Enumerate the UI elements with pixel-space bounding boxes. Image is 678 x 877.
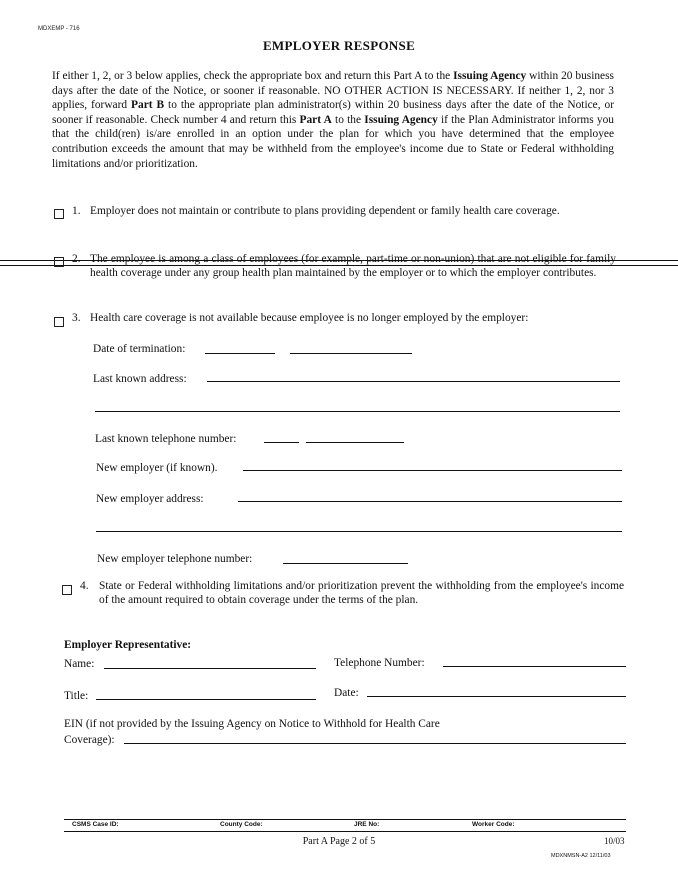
last-phone-field[interactable]	[306, 442, 404, 443]
last-address-field-line2[interactable]	[95, 411, 620, 412]
item-3-checkbox[interactable]	[54, 313, 64, 331]
new-employer-phone-field[interactable]	[283, 563, 408, 564]
revision-date: 10/03	[604, 836, 625, 846]
office-use-strip	[64, 819, 626, 832]
instructions-paragraph: If either 1, 2, or 3 below applies, check the appropriate box and return this Part A to the Issuing Agency within 20 business days after the date of the Notice, or sooner if reasonable. NO OTHER ACTION IS NECESSARY. If neither 1, 2, nor 3 applies, forward Part B to the appropriate plan administrator(s) within 20 business days after the date of the Notice, or sooner if reasonable. Check number 4 and return this Part A to the Issuing Agency if the Plan Administrator informs you that the child(ren) is/are enrolled in an option under the plan for which you have determined that the employee contribution exceeds the amount that may be withheld from the employee's income due to State or Federal withholding limitations and/or prioritization.	[52, 70, 614, 170]
item-2-text: The employee is among a class of employees (for example, part-time or non-union) that are not eligible for family health coverage under any group health plan maintained by the employer or to which the employer contributes.	[90, 253, 616, 280]
new-employer-field[interactable]	[243, 470, 622, 471]
rep-date-label: Date:	[334, 687, 359, 699]
footer-form-code: MDXNMSN-A2 12/11/03	[551, 853, 611, 859]
employer-representative-heading: Employer Representative:	[64, 639, 192, 651]
county-code-label: County Code:	[220, 821, 263, 828]
page-title: EMPLOYER RESPONSE	[262, 38, 416, 53]
item-1-checkbox[interactable]	[54, 205, 64, 223]
item-4-number: 4.	[80, 580, 89, 592]
ein-label-line2: Coverage):	[64, 734, 115, 746]
ein-label: EIN (if not provided by the Issuing Agency on Notice to Withhold for Health Care	[64, 718, 440, 730]
last-phone-label: Last known telephone number:	[95, 433, 237, 445]
rep-phone-label: Telephone Number:	[334, 657, 425, 669]
termination-date-field[interactable]	[205, 353, 275, 354]
last-phone-area-field[interactable]	[264, 442, 299, 443]
rep-name-field[interactable]	[104, 668, 316, 669]
worker-code-label: Worker Code:	[472, 821, 515, 828]
page-number: Part A Page 2 of 5	[302, 836, 376, 847]
item-1-number: 1.	[72, 205, 81, 217]
new-employer-address-field[interactable]	[238, 501, 622, 502]
form-code: MDXEMP - 716	[38, 26, 80, 32]
csms-case-id-label: CSMS Case ID:	[72, 821, 119, 828]
rep-title-label: Title:	[64, 690, 89, 702]
termination-date-field-extra[interactable]	[290, 353, 412, 354]
rep-name-label: Name:	[64, 658, 95, 670]
item-4-checkbox[interactable]	[62, 581, 72, 599]
last-address-label: Last known address:	[93, 373, 187, 385]
termination-date-label: Date of termination:	[93, 343, 186, 355]
item-2-number: 2.	[72, 253, 81, 265]
item-3-number: 3.	[72, 312, 81, 324]
jre-no-label: JRE No:	[354, 821, 380, 828]
new-employer-address-field-line2[interactable]	[96, 531, 622, 532]
new-employer-phone-label: New employer telephone number:	[97, 553, 253, 565]
rep-phone-field[interactable]	[443, 666, 626, 667]
new-employer-address-label: New employer address:	[96, 493, 204, 505]
item-4-text: State or Federal withholding limitations and/or prioritization prevent the withholding from the employee's income of the amount required to obtain coverage under the terms of the plan.	[99, 580, 624, 607]
item-3-text: Health care coverage is not available because employee is no longer employed by the employer:	[90, 312, 529, 324]
ein-field[interactable]	[124, 743, 626, 744]
item-1-text: Employer does not maintain or contribute to plans providing dependent or family health care coverage.	[90, 205, 560, 217]
rep-date-field[interactable]	[367, 696, 626, 697]
rep-title-field[interactable]	[96, 699, 316, 700]
item-2-checkbox[interactable]	[54, 253, 64, 271]
last-address-field[interactable]	[207, 381, 620, 382]
new-employer-label: New employer (if known).	[96, 462, 218, 474]
